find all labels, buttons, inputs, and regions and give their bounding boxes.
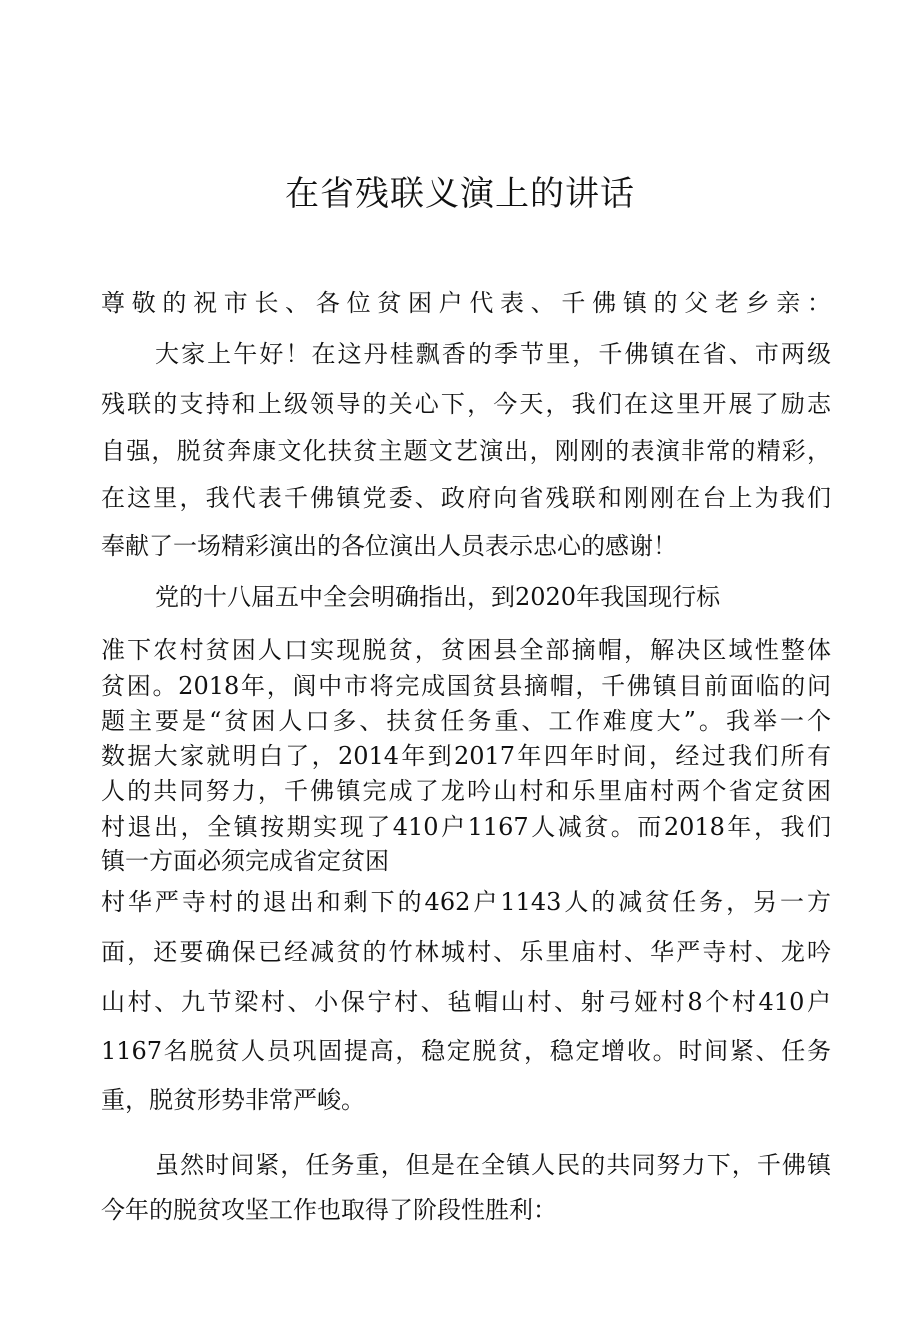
text-line: 题主要是“贫困人口多、扶贫任务重、工作难度大”。我举一个 <box>101 707 831 735</box>
text-line: 数据大家就明白了，2014年到2017年四年时间，经过我们所有 <box>101 742 831 770</box>
text-line: 奉献了一场精彩演出的各位演出人员表示忠心的感谢！ <box>101 532 677 560</box>
document-title: 在省残联义演上的讲话 <box>285 174 635 214</box>
text-line: 今年的脱贫攻坚工作也取得了阶段性胜利： <box>101 1196 557 1224</box>
text-line: 村退出，全镇按期实现了410户1167人减贫。而2018年，我们 <box>101 813 831 841</box>
text-line: 自强，脱贫奔康文化扶贫主题文艺演出，刚刚的表演非常的精彩， <box>101 437 831 465</box>
text-line: 尊敬的祝市长、各位贫困户代表、千佛镇的父老乡亲： <box>101 289 831 317</box>
text-line: 贫困。2018年，阆中市将完成国贫县摘帽，千佛镇目前面临的问 <box>101 672 831 700</box>
text-line: 村华严寺村的退出和剩下的462户1143人的减贫任务，另一方 <box>101 888 831 916</box>
text-line: 党的十八届五中全会明确指出，到2020年我国现行标 <box>155 583 721 611</box>
text-line: 准下农村贫困人口实现脱贫，贫困县全部摘帽，解决区域性整体 <box>101 636 831 664</box>
text-line: 镇一方面必须完成省定贫困 <box>101 847 389 875</box>
text-line: 面，还要确保已经减贫的竹林城村、乐里庙村、华严寺村、龙吟 <box>101 938 831 966</box>
text-line: 虽然时间紧，任务重，但是在全镇人民的共同努力下，千佛镇 <box>155 1151 831 1179</box>
text-line: 在这里，我代表千佛镇党委、政府向省残联和刚刚在台上为我们 <box>101 484 831 512</box>
text-line: 人的共同努力，千佛镇完成了龙吟山村和乐里庙村两个省定贫困 <box>101 777 831 805</box>
text-line: 大家上午好！在这丹桂飘香的季节里，千佛镇在省、市两级 <box>155 340 831 368</box>
text-line: 残联的支持和上级领导的关心下，今天，我们在这里开展了励志 <box>101 390 831 418</box>
text-line: 重，脱贫形势非常严峻。 <box>101 1086 365 1114</box>
text-line: 1167名脱贫人员巩固提高，稳定脱贫，稳定增收。时间紧、任务 <box>101 1037 831 1065</box>
text-line: 山村、九节梁村、小保宁村、毡帽山村、射弓娅村8个村410户 <box>101 988 831 1016</box>
